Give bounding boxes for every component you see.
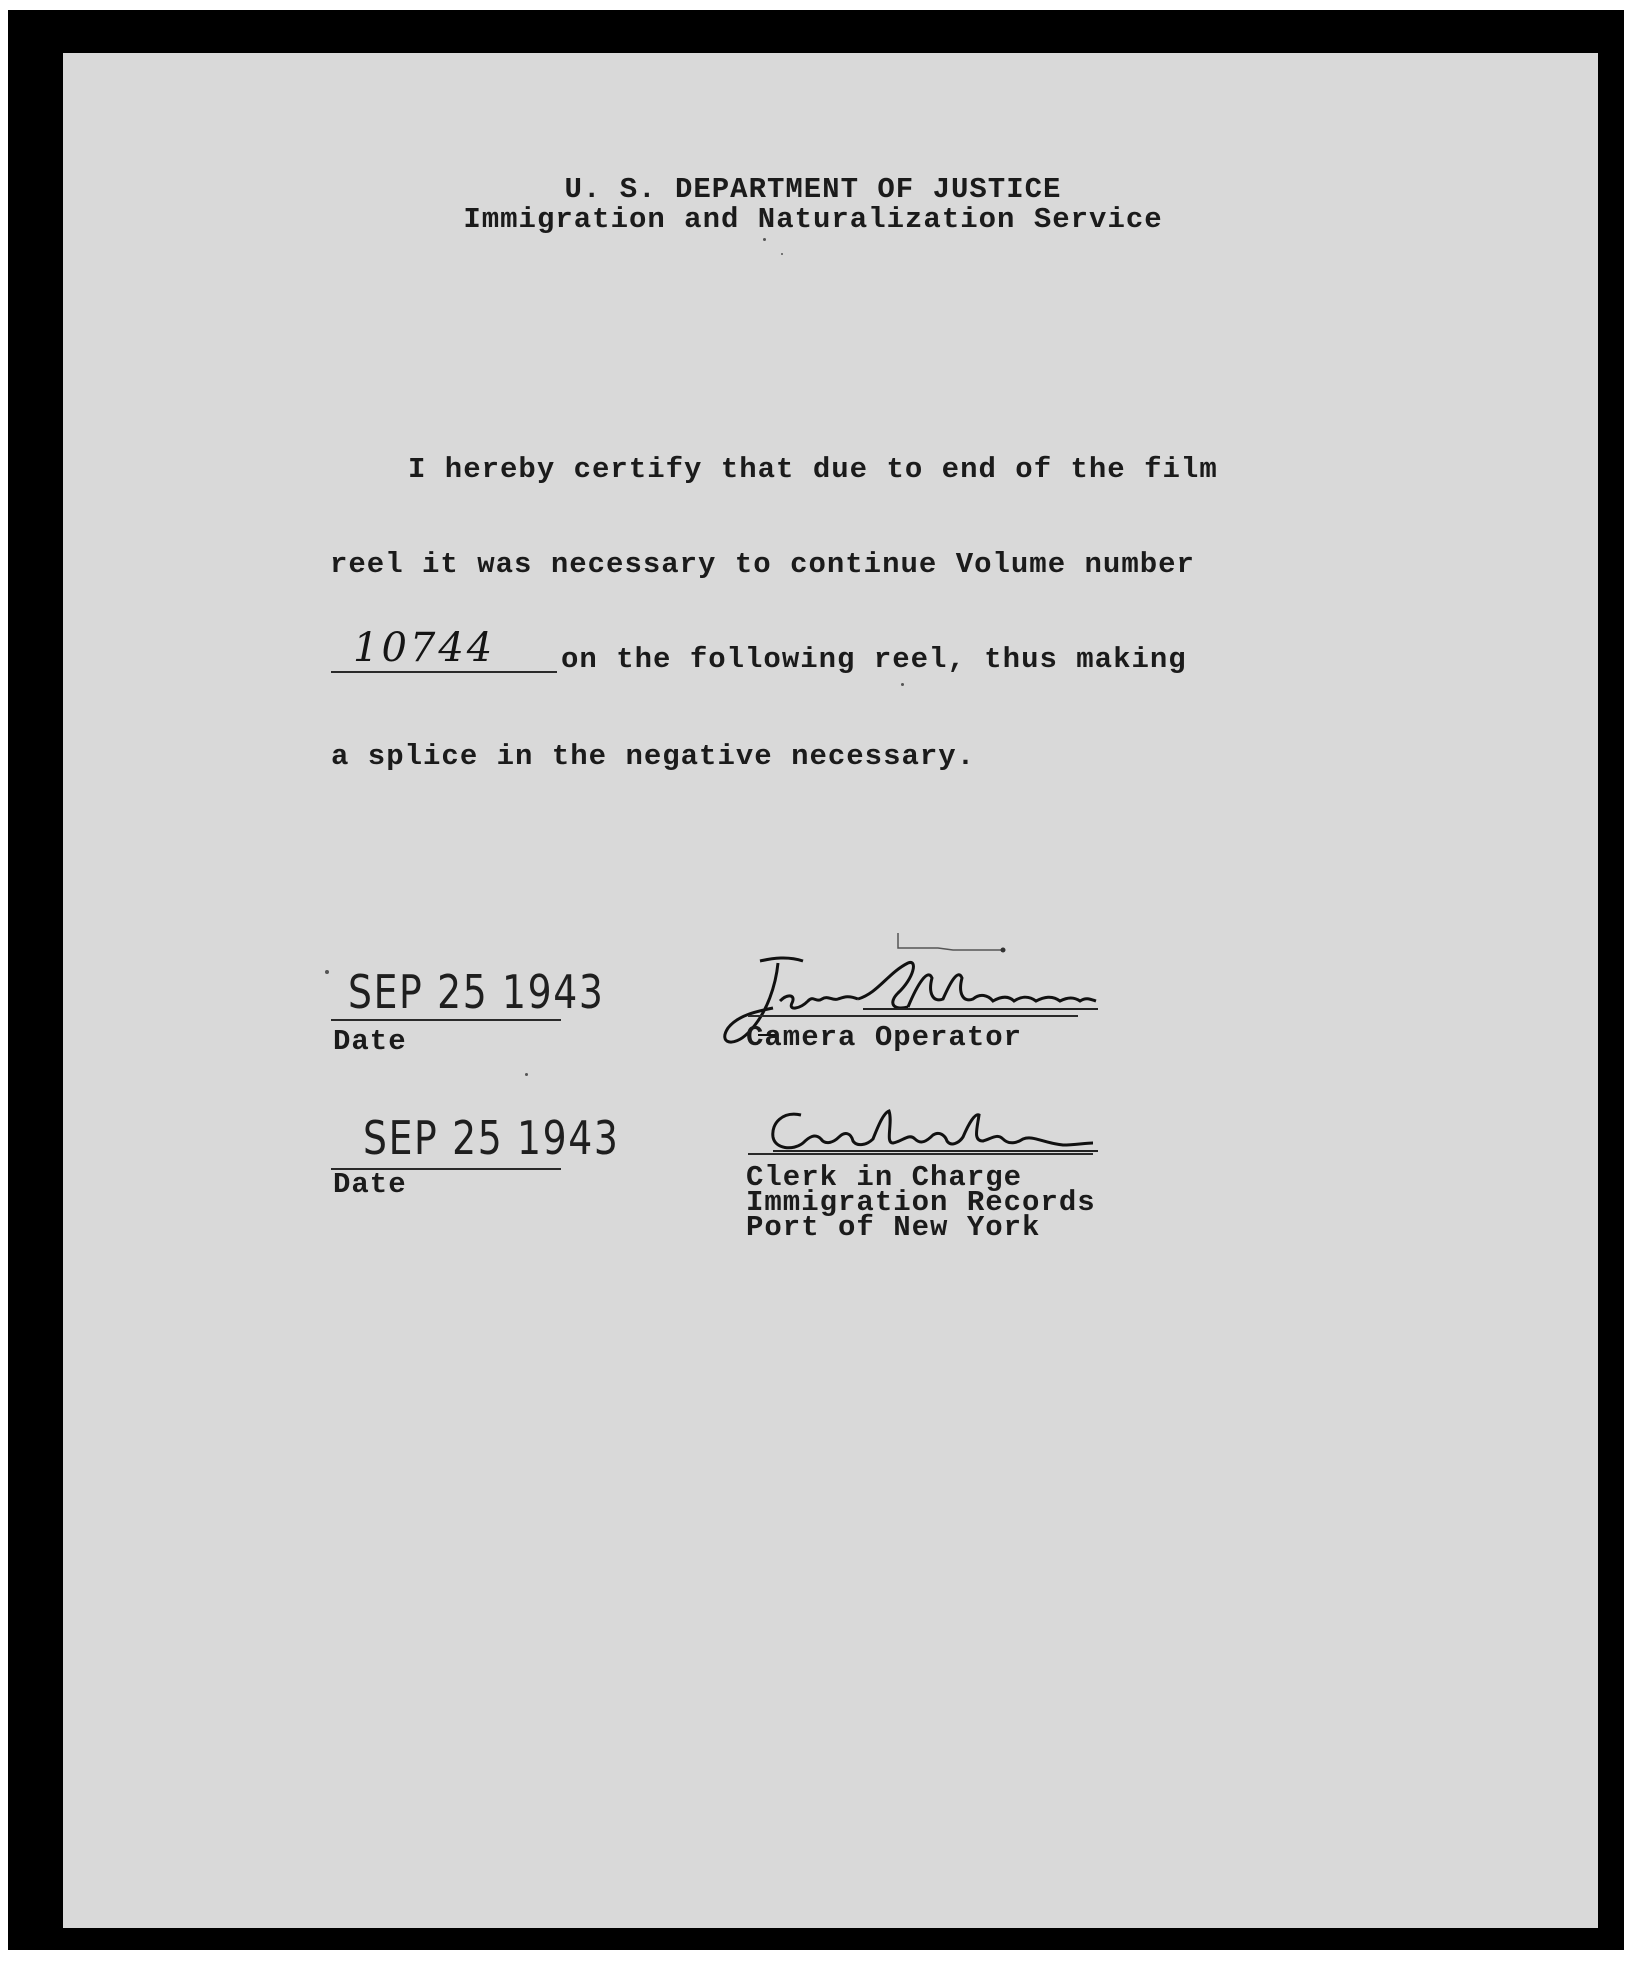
volume-number-handwritten: 10744: [353, 625, 496, 671]
date-1-label: Date: [333, 1025, 407, 1058]
clerk-label-1: Clerk in Charge: [746, 1161, 1023, 1194]
date-stamp-1: SEP 25 1943: [348, 965, 605, 1019]
date-1-line: [331, 1019, 561, 1021]
body-line-4: a splice in the negative necessary.: [331, 740, 976, 773]
clerk-line: [748, 1153, 1093, 1155]
date-stamp-2: SEP 25 1943: [363, 1111, 620, 1165]
body-line-2: reel it was necessary to continue Volume number: [330, 548, 1195, 581]
clerk-label-3: Port of New York: [746, 1211, 1041, 1244]
dust-speck: [901, 683, 904, 686]
service-heading: Immigration and Naturalization Service: [463, 203, 1163, 236]
camera-operator-label: Camera Operator: [746, 1021, 1023, 1054]
body-line-3: on the following reel, thus making: [561, 643, 1187, 676]
clerk-label-2: Immigration Records: [746, 1186, 1096, 1219]
body-line-1: I hereby certify that due to end of the film: [408, 453, 1218, 486]
dust-speck: [325, 970, 329, 974]
dust-speck: [763, 238, 766, 241]
dust-speck: [781, 253, 783, 255]
date-2-label: Date: [333, 1168, 407, 1201]
dust-speck: [525, 1073, 528, 1076]
camera-operator-line: [748, 1015, 1078, 1017]
department-heading: U. S. DEPARTMENT OF JUSTICE: [564, 173, 1062, 206]
scan-frame: [8, 10, 1624, 1950]
volume-number-underline: [331, 671, 557, 673]
document-page: [63, 53, 1598, 1928]
